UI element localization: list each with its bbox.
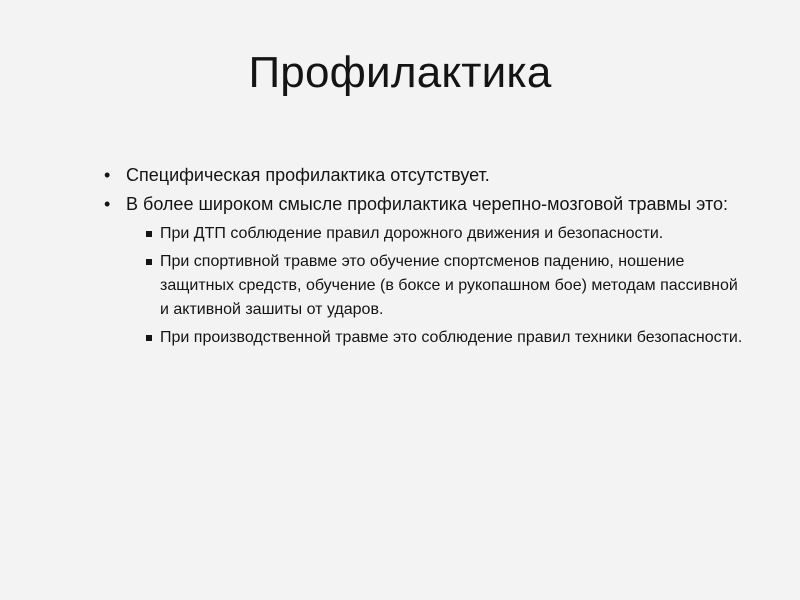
sub-bullet-text: При спортивной травме это обучение спортсменов падению, ношение защитных средств, обучение (в боксе и рукопашном бое) методам пассивной и активной зашиты от ударов. — [160, 253, 738, 318]
sub-bullet-item — [146, 326, 744, 350]
sub-bullet-list — [126, 222, 744, 350]
bullet-list — [104, 163, 744, 355]
sub-bullet-text: При производственной травме это соблюдение правил техники безопасности. — [160, 329, 743, 346]
sub-bullet-item — [146, 222, 744, 246]
dot-bullet-icon: • — [104, 165, 111, 185]
square-bullet-icon — [146, 259, 152, 265]
square-bullet-icon — [146, 335, 152, 341]
slide-title: Профилактика — [248, 48, 552, 97]
bullet-text: В более широком смысле профилактика черепно-мозговой травмы это: — [126, 194, 728, 214]
dot-bullet-icon: • — [104, 194, 111, 214]
sub-bullet-item — [146, 250, 744, 322]
square-bullet-icon — [146, 231, 152, 237]
sub-bullet-text: При ДТП соблюдение правил дорожного движения и безопасности. — [160, 225, 664, 242]
bullet-item — [104, 192, 744, 350]
bullet-text: Специфическая профилактика отсутствует. — [126, 165, 490, 185]
bullet-item — [104, 163, 744, 187]
